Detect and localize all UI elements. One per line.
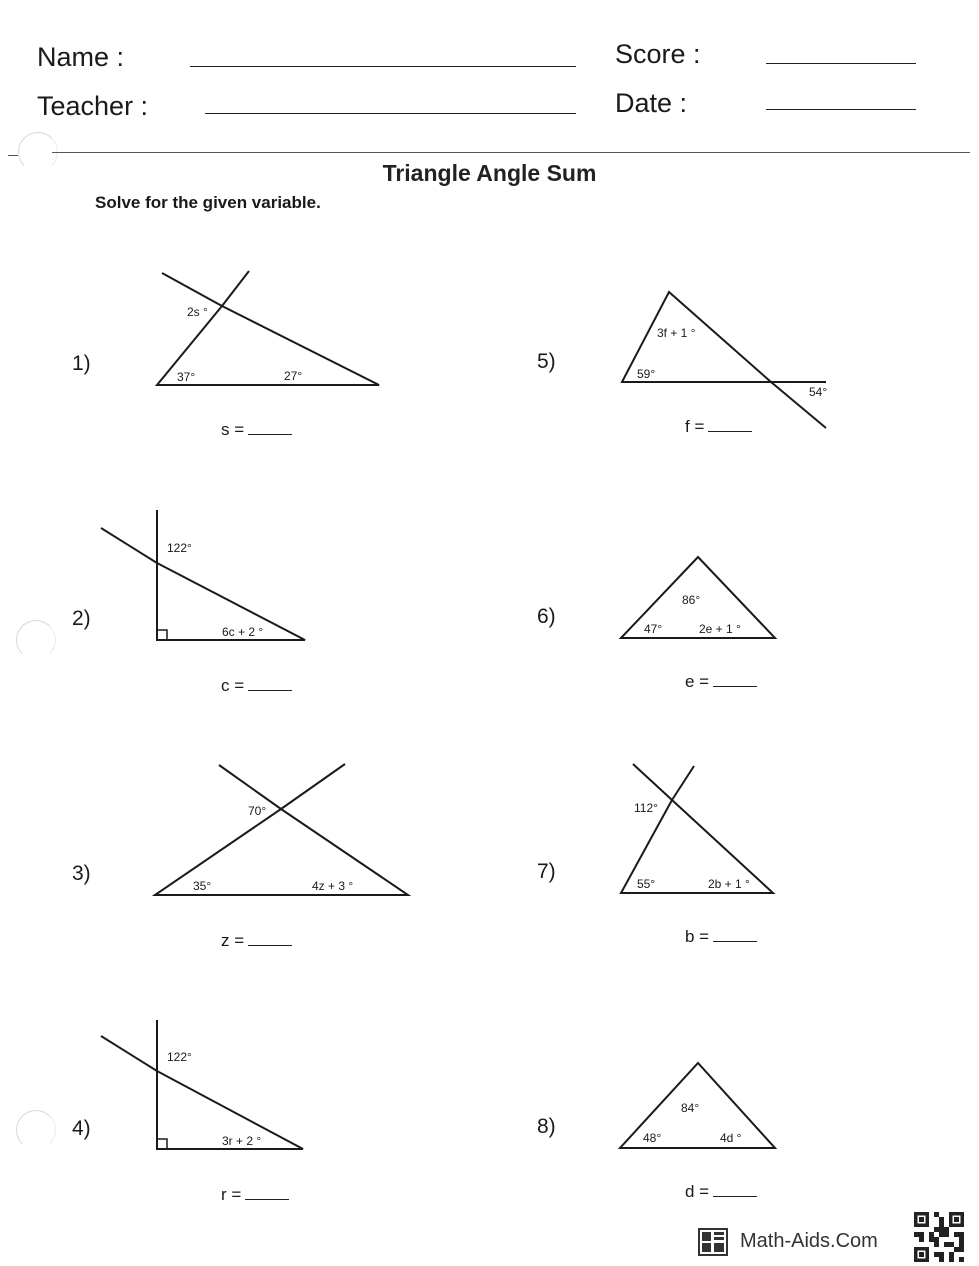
problem-1-angle-right: 27° (284, 369, 303, 383)
problem-4-number: 4) (72, 1117, 91, 1140)
problem-1-triangle (157, 271, 379, 385)
worksheet-title: Triangle Angle Sum (382, 160, 597, 186)
problem-2-triangle (101, 510, 305, 640)
problem-7-angle-right: 2b + 1 ° (708, 877, 750, 891)
problem-2-angle-exterior: 122° (167, 541, 192, 555)
answer-label: e = (685, 672, 710, 691)
qr-code-icon (914, 1212, 964, 1262)
problem-1-angle-top: 2s ° (187, 305, 208, 319)
problem-8-angle-top: 84° (681, 1101, 700, 1115)
problem-7-number: 7) (537, 860, 556, 883)
problem-6-angle-left: 47° (644, 622, 663, 636)
problem-1-number: 1) (72, 352, 91, 375)
problem-3-angle-right: 4z + 3 ° (312, 879, 354, 893)
problem-6-angle-top: 86° (682, 593, 701, 607)
problem-7-triangle (621, 764, 773, 893)
name-label: Name : (37, 42, 125, 72)
problem-5-triangle (622, 292, 826, 428)
instructions: Solve for the given variable. (95, 193, 321, 212)
answer-label: d = (685, 1182, 710, 1201)
problem-8-angle-right: 4d ° (720, 1131, 742, 1145)
problem-5-angle-left: 59° (637, 367, 656, 381)
problem-5-number: 5) (537, 350, 556, 373)
answer-label: c = (221, 676, 245, 695)
answer-label: f = (685, 417, 705, 436)
site-name: Math-Aids.Com (740, 1230, 878, 1252)
calculator-icon (698, 1228, 728, 1256)
problem-8-number: 8) (537, 1115, 556, 1138)
problem-8-angle-left: 48° (643, 1131, 662, 1145)
score-label: Score : (615, 39, 701, 69)
problem-6-number: 6) (537, 605, 556, 628)
problem-1-angle-left: 37° (177, 370, 196, 384)
problem-6-angle-right: 2e + 1 ° (699, 622, 741, 636)
problem-4-angle-right: 3r + 2 ° (222, 1134, 262, 1148)
answer-label: r = (221, 1185, 242, 1204)
problem-2-number: 2) (72, 607, 91, 630)
problem-4-angle-exterior: 122° (167, 1050, 192, 1064)
problem-3-angle-left: 35° (193, 879, 212, 893)
problem-3-angle-top: 70° (248, 804, 267, 818)
problem-5-angle-top: 3f + 1 ° (657, 326, 696, 340)
problem-5-angle-exterior: 54° (809, 385, 828, 399)
problem-7-angle-left: 55° (637, 877, 656, 891)
problem-4-triangle (101, 1020, 303, 1149)
problem-2-angle-right: 6c + 2 ° (222, 625, 264, 639)
answer-label: s = (221, 420, 245, 439)
answer-label: z = (221, 931, 245, 950)
answer-label: b = (685, 927, 710, 946)
date-label: Date : (615, 88, 688, 118)
problem-3-triangle (155, 764, 408, 895)
problem-7-angle-exterior: 112° (634, 801, 658, 815)
teacher-label: Teacher : (37, 91, 149, 121)
problem-3-number: 3) (72, 862, 91, 885)
